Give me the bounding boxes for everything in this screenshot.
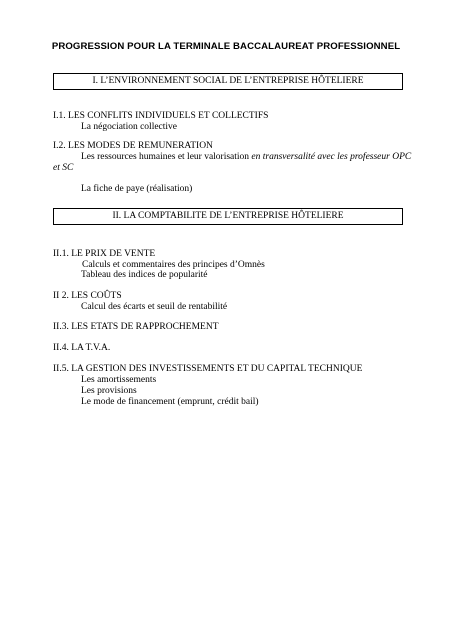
item-label: I.1. LES CONFLITS INDIVIDUELS ET COLLECTIFS <box>53 111 269 121</box>
section-heading-2: II. LA COMPTABILITE DE L’ENTREPRISE HÔTELIERE <box>53 208 403 225</box>
item-sub: Tableau des indices de popularité <box>81 270 208 280</box>
item-sub-cont <box>53 163 73 174</box>
item-label: I.2. LES MODES DE REMUNERATION <box>53 141 213 151</box>
item-sub-italic: en transversalité avec les professeur OPC <box>251 152 412 162</box>
section-heading-1: I. L’ENVIRONNEMENT SOCIAL DE L’ENTREPRISE HÔTELIERE <box>53 73 403 90</box>
item-sub <box>81 152 411 163</box>
item-sub-text: Les ressources humaines et leur valorisation <box>81 152 252 162</box>
item-sub: Le mode de financement (emprunt, crédit bail) <box>81 397 259 407</box>
item-label: II.5. LA GESTION DES INVESTISSEMENTS ET DU CAPITAL TECHNIQUE <box>53 364 363 374</box>
item-label: II.1. LE PRIX DE VENTE <box>53 249 156 259</box>
item-sub-italic-cont: et SC <box>53 163 74 173</box>
item-sub: Les provisions <box>81 386 137 396</box>
item-sub: La négociation collective <box>81 122 178 132</box>
item-sub: Calculs et commentaires des principes d’Omnès <box>82 260 265 270</box>
item-sub: Les amortissements <box>81 375 157 385</box>
item-label: II.4. LA T.V.A. <box>53 343 111 353</box>
item-label: II 2. LES COÛTS <box>53 291 122 301</box>
item-sub: La fiche de paye (réalisation) <box>81 184 193 194</box>
item-sub: Calcul des écarts et seuil de rentabilité <box>81 302 228 312</box>
item-label: II.3. LES ETATS DE RAPPROCHEMENT <box>53 322 219 332</box>
document-title: PROGRESSION POUR LA TERMINALE BACCALAUREAT PROFESSIONNEL <box>51 41 401 52</box>
